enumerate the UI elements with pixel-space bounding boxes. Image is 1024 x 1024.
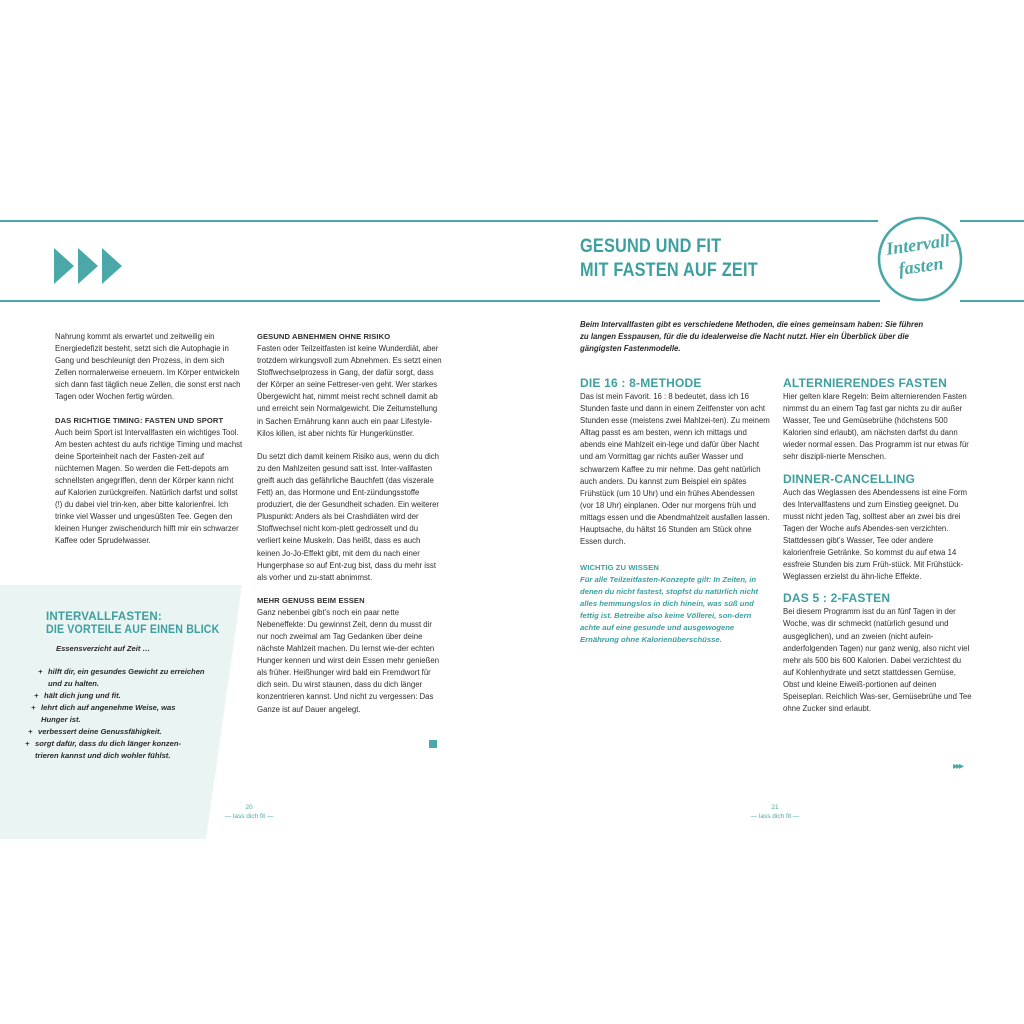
footer-right <box>735 803 815 821</box>
genuss-heading: MEHR GENUSS BEIM ESSEN <box>257 595 365 605</box>
tip-paragraph: Für alle Teilzeitfasten-Konzepte gilt: In Zeiten, in denen du nicht fastest, stopfst du natürlich nicht alles hemmungslos in dich hinein, was süß und fettig ist. Betreibe also keine Völlerei, son-dern achte auf eine gesunde und ausgewogene Ernährung ohne Kalorienüberschüsse. <box>580 575 759 645</box>
dinner-heading: DINNER-CANCELLING <box>783 471 916 486</box>
stamp-line1: Intervall- <box>884 229 957 259</box>
top-rule-left <box>0 220 878 222</box>
triangle-arrows-icon <box>54 246 124 286</box>
left-column-2 <box>257 331 443 716</box>
left-column-1 <box>55 331 245 559</box>
plus-icon: + <box>25 739 30 748</box>
intro-text: Beim Intervallfasten gibt es verschiedene Methoden, die eines gemeinsam haben: Sie führen zu langen Esspausen, für die du idealerweise die Nacht nutzt. Hier ein Überblick über die gängigsten Fastenmodelle. <box>580 320 924 354</box>
risk-heading: GESUND ABNEHMEN OHNE RISIKO <box>257 332 391 341</box>
footer-label-left: — lass dich fit — <box>224 813 274 820</box>
list-item-text: verbessert deine Genussfähigkeit. <box>38 727 162 736</box>
intro-paragraph: Nahrung kommt als erwartet und zeitweilig ein Energiedefizit besteht, setzt sich die Autophagie in Gang und beschleunigt den Prozess, in dem sich Zellen normalerweise erneuern. Im Körper entwickeln sich dann fast täglich neue Zellen, die sonst erst nach Tagen oder Wochen fertig würden. <box>55 332 241 402</box>
method-16-8-heading: DIE 16 : 8-METHODE <box>580 376 702 390</box>
list-item-text: hält dich jung und fit. <box>44 691 121 700</box>
genuss-paragraph: Ganz nebenbei gibt’s noch ein paar nette Nebeneffekte: Du gewinnst Zeit, denn du musst dir nur noch zweimal am Tag Gedanken über deine nächste Mahlzeit machen. Du lernst wie-der echten Hunger kennen und wirst dein Essen mehr genießen als früher. Heißhunger wird bald ein Fremdwort für dich sein. Du wirst staunen, dass du dich länger konzentrieren kannst. Und nicht zu vergessen: Das Ganze ist auf Dauer angelegt. <box>257 607 440 714</box>
plus-icon: + <box>31 703 36 712</box>
list-item-text: sorgt dafür, dass du dich länger konzen-trieren kannst und dich wohler fühlst. <box>35 739 181 760</box>
list-item <box>28 726 198 738</box>
right-column-a <box>580 376 770 646</box>
list-item-text: lehrt dich auf angenehme Weise, was Hunger ist. <box>41 703 176 724</box>
page-title-line1: GESUND UND FIT <box>580 236 722 257</box>
risk-paragraph-1: Fasten oder Teilzeitfasten ist keine Wunderdiät, aber trotzdem wirkungsvoll zum Abnehmen. Es setzt einen Stoffwechselprozess in Gang, der dafür sorgt, dass der Körper an seine Fettreser-ven geht. Wer starkes Übergewicht hat, nimmt meist recht schnell damit ab und erreicht sein Normalgewicht. Die Zeitumstellung in Sachen Ernährung kann auch ein paar Lifestyle-Kilos killen, ist aber nichts für Hungerkünstler. <box>257 344 442 438</box>
page-number-left: 20 <box>245 804 253 811</box>
page-title-line2: MIT FASTEN AUF ZEIT <box>580 260 758 281</box>
stamp-line2: fasten <box>897 252 945 280</box>
page-number-right: 21 <box>771 804 779 811</box>
alternierend-heading: ALTERNIERENDES FASTEN <box>783 376 947 390</box>
method-16-8-paragraph: Das ist mein Favorit. 16 : 8 bedeutet, dass ich 16 Stunden faste und dann in einem Zeitfenster von acht Stunden esse (meistens zwei Mahlzei-ten). Zu meinem Alltag passt es am besten, wenn ich mittags und abends eine Mahlzeit ein-lege und dafür über Nacht und am Vormittag gar nichts außer Wasser und schwarzem Kaffee zu mir nehme. Das geht natürlich auch anders. Du kannst zum Beispiel ein spätes Frühstück (um 10 Uhr) und ein frühes Abendessen (vor 18 Uhr) einplanen. Oder nur morgens früh und mittags essen und die Abendmahlzeit ausfallen lassen. Hauptsache, du hältst 16 Stunden am Stück ohne Essen durch. <box>580 392 770 547</box>
plus-icon: + <box>28 727 33 736</box>
end-square-icon <box>429 740 437 748</box>
dinner-paragraph: Auch das Weglassen des Abendessens ist eine Form des Intervallfastens und zum Einstieg geeignet. Du musst nicht jeden Tag, solltest aber an zwei bis drei Tagen der Woche aufs Abendes-sen verzichten. Stattdessen gibt’s Wasser, Tee oder andere kalorienfreie Getränke. So kommst du auf etwa 14 essfreie Stunden bis zum Früh-stück. Mit Frühstück-Weglassen erzielst du ähn-liche Effekte. <box>783 487 968 582</box>
alternierend-paragraph: Hier gelten klare Regeln: Beim alternierenden Fasten nimmst du an einem Tag fast gar nichts zu dir außer Wasser, Tee und Gemüsebrühe (höchstens 500 Kalorien sind erlaubt), am nächsten darfst du dann wieder normal essen. Das Programm ist nur etwas für sehr diszipli-nierte Menschen. <box>783 392 969 462</box>
right-column-b <box>783 376 973 715</box>
five-two-heading: DAS 5 : 2-FASTEN <box>783 591 891 606</box>
five-two-paragraph: Bei diesem Programm isst du an fünf Tagen in der Woche, was dir schmeckt (natürlich gesund und ausgeglichen), und an zweien (nicht aufein-anderfolgenden Tagen) nur ganz wenig, also nicht viel mehr als 500 bis 600 Kalorien. Dabei verzichtest du auf Kohlenhydrate und setzt stattdessen Gemüse, Obst und kleine Eiweiß-portionen auf deinen Speiseplan. Reichlich Was-ser, Gemüsebrühe und Tee ohne Zucker sind erlaubt. <box>783 607 972 714</box>
sidebar-lead: Essensverzicht auf Zeit … <box>56 644 151 653</box>
plus-icon: + <box>34 691 39 700</box>
list-item <box>25 738 191 762</box>
continue-arrows-icon: ▸▸▸ <box>953 761 963 772</box>
list-item-text: hilft dir, ein gesundes Gewicht zu erreichen und zu halten. <box>48 667 205 688</box>
timing-paragraph: Auch beim Sport ist Intervallfasten ein wichtiges Tool. Am besten achtest du aufs richtige Timing und machst deine Sporteinheit nach der Fasten-zeit auf nüchternen Magen. So werden die Fett-depots am schnellsten angegriffen, denn der Körper kann nicht auf Kalorien zurückgreifen. Natürlich darfst und sollst (!) du dabei viel trin-ken, aber bitte kalorienfrei. Ich trinke viel Wasser und ungesüßten Tee. Gegen den kleinen Hunger zwischendurch hilft mir ein schwarzer Kaffee oder Sprudelwasser. <box>55 427 243 546</box>
intervallfasten-stamp <box>875 214 965 304</box>
bottom-rule-left <box>0 300 880 302</box>
top-rule-right <box>960 220 1024 222</box>
plus-icon: + <box>38 667 43 676</box>
list-item <box>34 690 204 702</box>
tip-heading: WICHTIG ZU WISSEN <box>580 563 659 573</box>
sidebar-title-line1: INTERVALLFASTEN: <box>46 611 162 623</box>
sidebar-title-line2: DIE VORTEILE AUF EINEN BLICK <box>46 624 220 636</box>
risk-paragraph-2: Du setzt dich damit keinem Risiko aus, wenn du dich zu den Mahlzeiten gesund satt isst. Inter-vallfasten greift auch das gefährliche Bauchfett (das viszerale Fett) an, das Hormone und Ent-zündungsstoffe produziert, die der Gesundheit schaden. Ein weiterer Pluspunkt: Anders als bei Crashdiäten wird der Stoffwechsel nicht kom-plett gedrosselt und du verliert keine Muskeln. Das heißt, dass es auch keinen Jo-Jo-Effekt gibt, mit dem du nach einer Hungerphase so auf Ent-zug bist, dass du mehr isst als vorher und zu-statt abnimmst. <box>257 451 440 582</box>
footer-label-right: — lass dich fit — <box>750 813 800 820</box>
timing-heading: DAS RICHTIGE TIMING: FASTEN UND SPORT <box>55 415 224 425</box>
list-item <box>31 702 191 726</box>
bottom-rule-right <box>960 300 1024 302</box>
list-item <box>38 666 208 690</box>
footer-left <box>209 803 289 821</box>
